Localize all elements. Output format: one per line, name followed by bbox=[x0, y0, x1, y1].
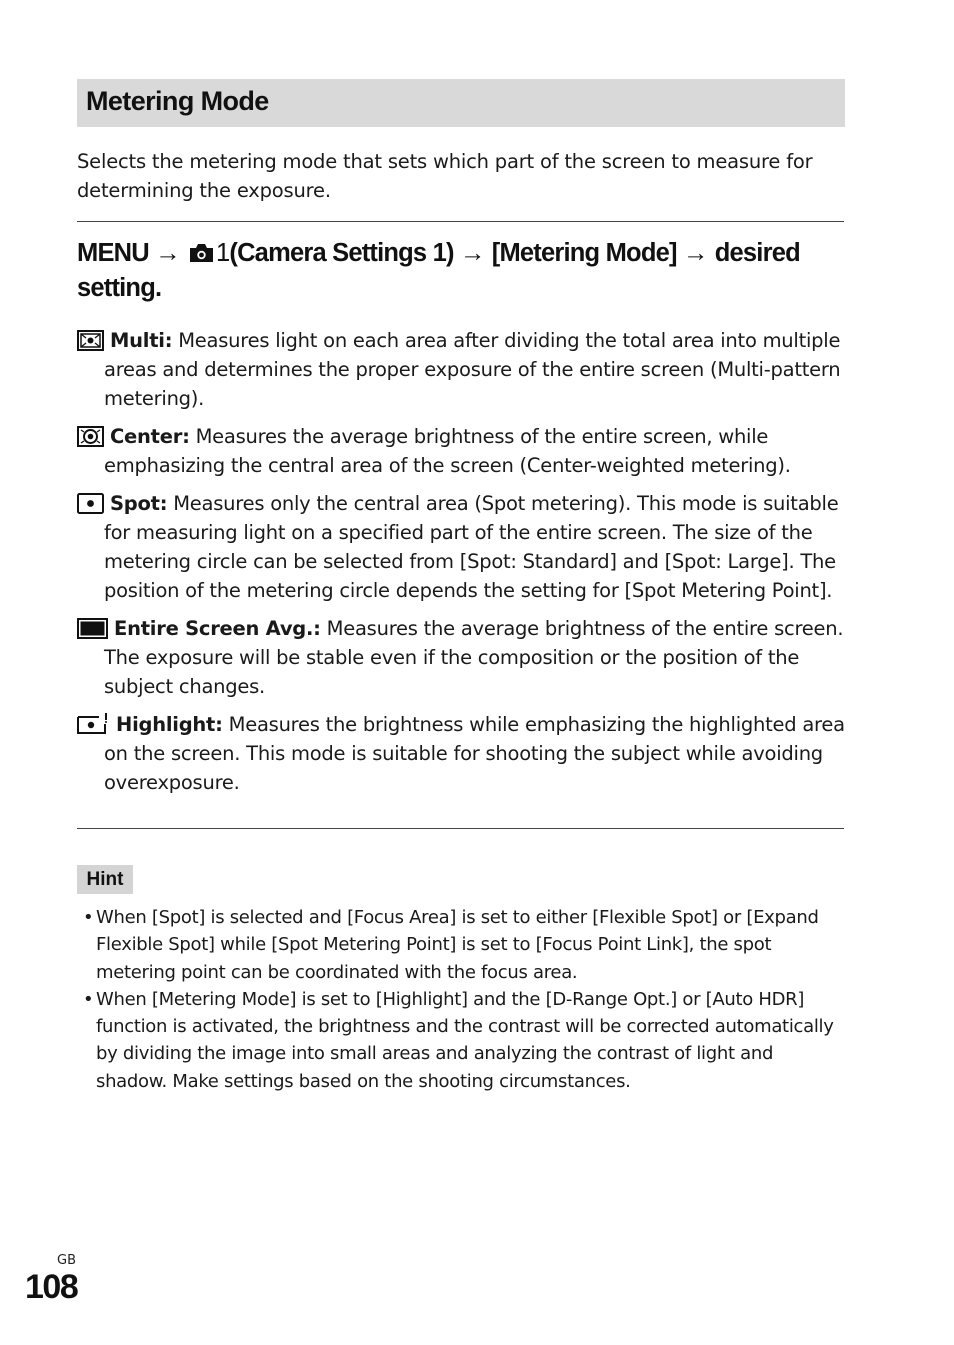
menu-path-end: desired setting. bbox=[77, 239, 800, 302]
metering-options bbox=[77, 326, 847, 806]
multi-metering-icon bbox=[77, 330, 104, 351]
hint-label: Hint bbox=[77, 865, 133, 894]
option-highlight bbox=[77, 710, 847, 797]
highlight-metering-icon bbox=[77, 712, 110, 735]
option-text: Measures the average brightness of the entire screen. The exposure will be stable even if the composition or the position of the subject changes. bbox=[104, 617, 844, 698]
option-term: Spot: bbox=[110, 492, 168, 515]
divider-top bbox=[77, 221, 844, 222]
arrow-icon: → bbox=[155, 239, 181, 267]
option-term: Highlight: bbox=[116, 713, 223, 736]
option-text: Measures only the central area (Spot metering). This mode is suitable for measuring light on a specified part of the entire screen. The size of the metering circle can be selected from [Spot: Standard] and [Spot: Large]. The position of the metering circle depends the setting for [Spot Metering Point]. bbox=[104, 492, 839, 602]
option-spot bbox=[77, 489, 847, 605]
option-term: Multi: bbox=[110, 329, 173, 352]
section-title-bar bbox=[77, 79, 845, 127]
option-term: Entire Screen Avg.: bbox=[114, 617, 321, 640]
option-text: Measures the average brightness of the entire screen, while emphasizing the central area of the screen (Center-weighted metering). bbox=[104, 425, 791, 477]
list-item: • When [Metering Mode] is set to [Highlight] and the [D-Range Opt.] or [Auto HDR] function is activated, the brightness and the contrast will be corrected automatically by dividing the image into small areas and analyzing the contrast of light and shadow. Make settings based on the shooting circumstances. bbox=[83, 986, 843, 1095]
option-multi bbox=[77, 326, 847, 413]
page-title: Metering Mode bbox=[86, 86, 269, 116]
option-center bbox=[77, 422, 847, 480]
option-entire-screen-avg bbox=[77, 614, 847, 701]
divider-bottom bbox=[77, 828, 844, 829]
spot-metering-icon bbox=[77, 493, 104, 514]
list-item: • When [Spot] is selected and [Focus Area] is set to either [Flexible Spot] or [Expand Flexible Spot] while [Spot Metering Point] is set to [Focus Point Link], the spot metering point can be coordinated with the focus area. bbox=[83, 904, 843, 986]
menu-path bbox=[77, 236, 852, 306]
arrow-icon: → bbox=[682, 239, 709, 267]
hint-list bbox=[83, 904, 843, 1095]
intro-text: Selects the metering mode that sets which part of the screen to measure for determining the exposure. bbox=[77, 150, 813, 202]
camera-settings-label: (Camera Settings 1) bbox=[229, 239, 454, 267]
option-text: Measures light on each area after dividing the total area into multiple areas and determines the proper exposure of the entire screen (Multi-pattern metering). bbox=[104, 329, 841, 410]
menu-item-label: [Metering Mode] bbox=[491, 239, 677, 267]
entire-screen-avg-icon bbox=[77, 618, 108, 639]
region-code: GB bbox=[57, 1253, 76, 1268]
arrow-icon: → bbox=[459, 239, 486, 267]
center-metering-icon bbox=[77, 426, 104, 447]
camera-icon bbox=[188, 243, 215, 263]
option-term: Center: bbox=[110, 425, 190, 448]
menu-label: MENU bbox=[77, 239, 149, 267]
camera-settings-number: 1 bbox=[215, 239, 230, 267]
option-text: Measures the brightness while emphasizing the highlighted area on the screen. This mode is suitable for shooting the subject while avoiding overexposure. bbox=[104, 713, 845, 794]
page-number: 108 bbox=[25, 1268, 78, 1306]
